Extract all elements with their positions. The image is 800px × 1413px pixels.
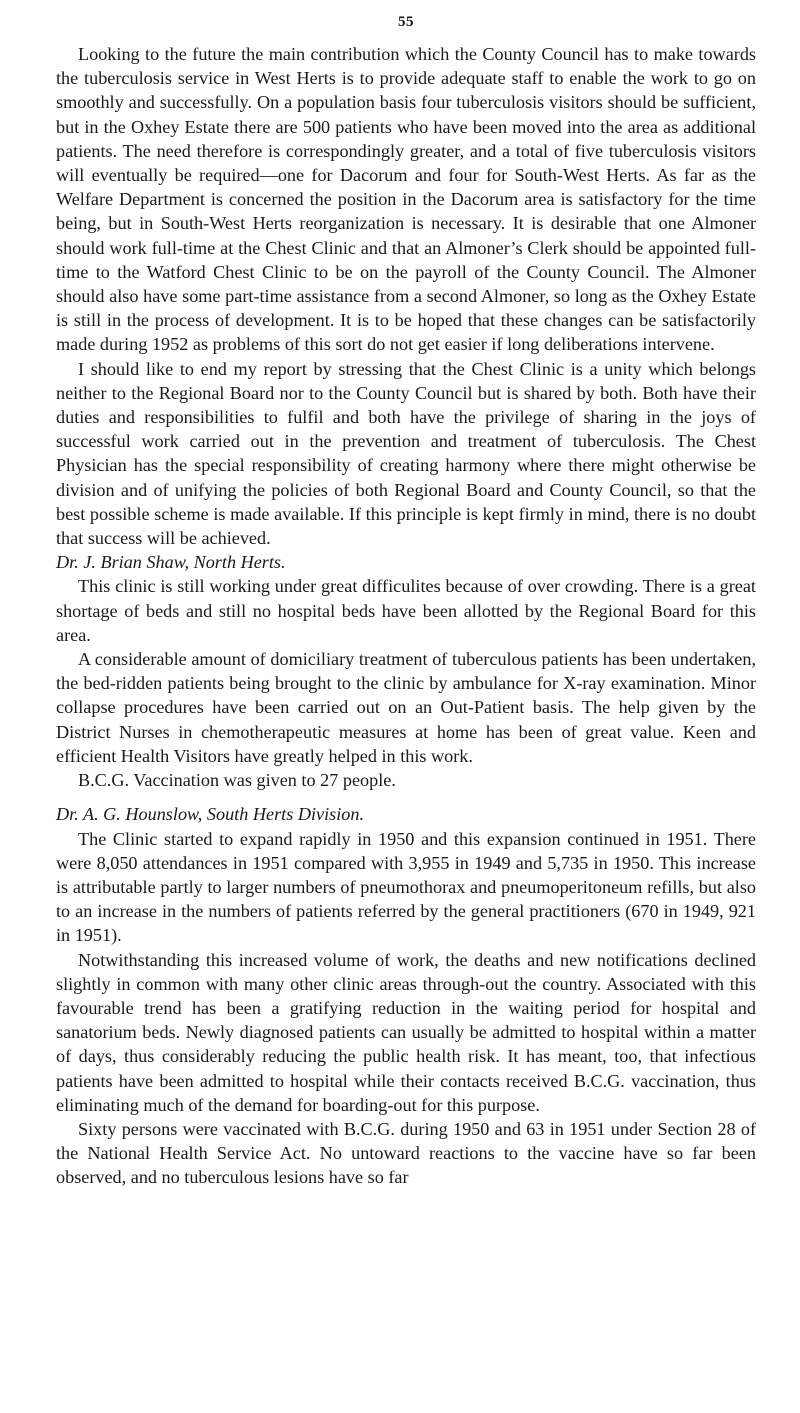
paragraph-clinic-expansion: The Clinic started to expand rapidly in 1950 and this expansion continued in 1951. There were 8,050 attendances in 1951 compared with 3,955 in 1949 and 5,735 in 1950. This increase is attributable partly to larger numbers of pneumothorax and pneumoperitoneum refills, but also to an increase in the numbers of patients referred by the general practitioners (670 in 1949, 921 in 1951).	[56, 828, 756, 946]
paragraph-future-staffing: Looking to the future the main contribution which the County Council has to make towards the tuberculosis service in West Herts is to provide adequate staff to enable the work to go on smoothly and successfully. On a population basis four tuberculosis visitors should be sufficient, but in the Oxhey Estate there are 500 patients who have been moved into the area as additional patients. The need therefore is correspondingly greater, and a total of five tuberculosis visitors will eventually be required—one for Dacorum and four for South-West Herts. As far as the Welfare Department is concerned the position in the Dacorum area is satisfactory for the time being, but in South-West Herts reorganization is necessary. It is desirable that one Almoner should work full-time at the Chest Clinic and that an Almoner’s Clerk should be appointed full-time to the Watford Chest Clinic to be on the payroll of the County Council. The Almoner should also have some part-time assistance from a second Almoner, so long as the Oxhey Estate is still in the process of development. It is to be hoped that these changes can be satisfactorily made during 1952 as problems of this sort do not get easier if long deliberations intervene.	[56, 44, 756, 355]
paragraph-chest-clinic-unity: I should like to end my report by stressing that the Chest Clinic is a unity which belongs neither to the Regional Board nor to the County Council but is shared by both. Both have their duties and responsibilities to fulfil and both have the privilege of sharing in the joys of successful work carried out in the prevention and treatment of tuberculosis. The Chest Physician has the special responsibility of creating harmony where there might otherwise be division and of unifying the policies of both Regional Board and County Council, so that the best possible scheme is made available. If this principle is kept firmly in mind, there is no doubt that success will be achieved.	[56, 358, 756, 549]
paragraph-bcg-south-herts: Sixty persons were vaccinated with B.C.G. during 1950 and 63 in 1951 under Section 28 of the National Health Service Act. No untoward reactions to the vaccine have so far been observed, and no tuberculous lesions have so far	[56, 1118, 756, 1188]
page-number: 55	[398, 14, 414, 30]
paragraph-domiciliary-treatment: A considerable amount of domiciliary treatment of tuberculous patients has been undertaken, the bed-ridden patients being brought to the clinic by ambulance for X-ray examination. Minor collapse procedures have been carried out on an Out-Patient basis. The help given by the District Nurses in chemotherapeutic measures at home has been of great value. Keen and efficient Health Visitors have greatly helped in this work.	[56, 649, 756, 766]
document-page	[56, 14, 756, 1190]
paragraph-bcg-north-herts: B.C.G. Vaccination was given to 27 people.	[78, 770, 396, 791]
paragraph-overcrowding: This clinic is still working under great difficulites because of over crowding. There is a great shortage of beds and still no hospital beds have been allotted by the Regional Board for this area.	[56, 576, 756, 645]
section-heading-south-herts: Dr. A. G. Hounslow, South Herts Division.	[56, 804, 365, 825]
paragraph-notifications-declined: Notwithstanding this increased volume of work, the deaths and new notifications declined slightly in common with many other clinic areas through-out the country. Associated with this favourable trend has been a gratifying reduction in the waiting period for hospital and sanatorium beds. Newly diagnosed patients can usually be admitted to hospital within a matter of days, thus considerably reducing the public health risk. It has meant, too, that infectious patients have been admitted to hospital while their contacts received B.C.G. vaccination, thus eliminating much of the demand for boarding-out for this purpose.	[56, 949, 756, 1115]
section-heading-north-herts: Dr. J. Brian Shaw, North Herts.	[56, 552, 286, 573]
